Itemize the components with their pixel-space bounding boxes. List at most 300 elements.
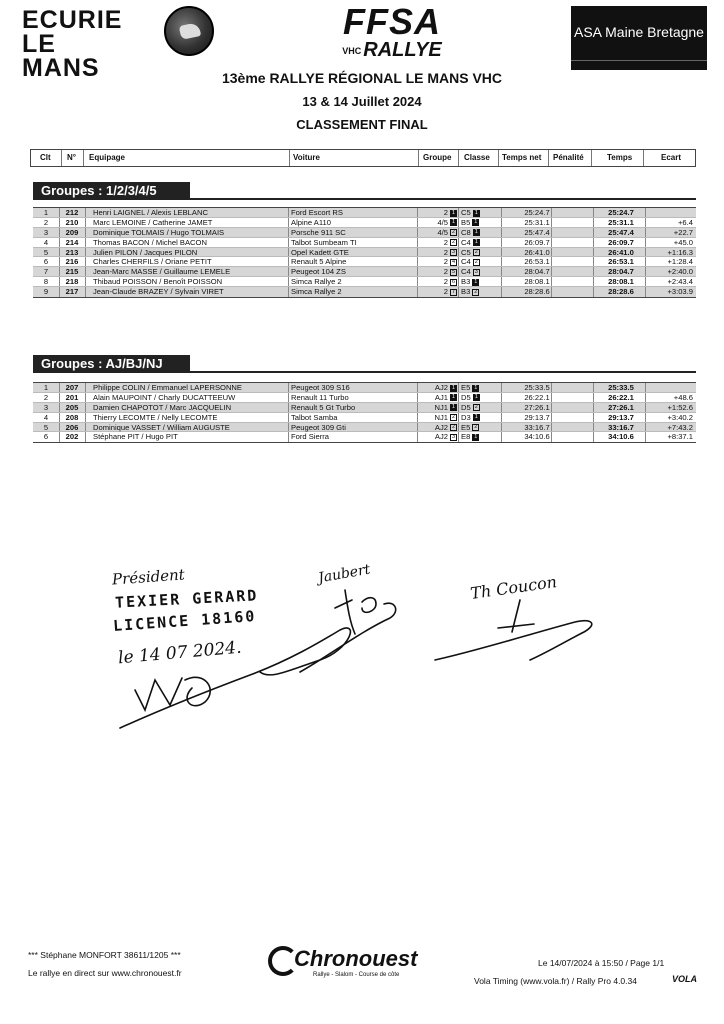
- table-row: [33, 413, 696, 423]
- table-row: [33, 267, 696, 277]
- cell-rank: 5: [43, 247, 49, 257]
- cell-crew: Stéphane PIT / Hugo PIT: [93, 432, 178, 442]
- column-divider: [417, 248, 418, 257]
- cell-number: 214: [65, 237, 79, 247]
- column-divider: [458, 287, 459, 297]
- table-row: [33, 403, 696, 413]
- cell-class: [461, 423, 501, 433]
- column-divider: [417, 277, 418, 286]
- cell-net-time: 28:28.6: [524, 287, 550, 297]
- signature-2-text: Jaubert: [317, 561, 372, 587]
- signature-date: le 14 07 2024.: [117, 637, 243, 669]
- cell-gap: +3:03.9: [667, 287, 693, 297]
- cell-group: [417, 208, 457, 218]
- col-penalite: Pénalité: [553, 153, 584, 162]
- column-divider: [551, 277, 552, 286]
- column-divider: [551, 432, 552, 442]
- column-divider: [288, 218, 289, 227]
- cell-car: Renault 5 Gt Turbo: [291, 402, 356, 412]
- table-row: [33, 248, 696, 258]
- cell-class: [461, 228, 501, 238]
- group-value: 2: [443, 267, 448, 277]
- cell-group: [417, 287, 457, 297]
- column-divider: [501, 383, 502, 392]
- ffsa-logo: [312, 1, 472, 61]
- group-value: AJ2: [434, 422, 448, 432]
- column-divider: [593, 423, 594, 432]
- column-divider: [85, 277, 86, 286]
- cell-car: Peugeot 309 S16: [291, 383, 350, 392]
- column-divider: [59, 248, 60, 257]
- column-divider: [417, 287, 418, 297]
- cell-net-time: 29:13.7: [524, 412, 550, 422]
- cell-group: [417, 432, 457, 442]
- cell-net-time: 25:31.1: [524, 217, 550, 227]
- column-divider: [593, 287, 594, 297]
- col-sep: [498, 150, 499, 166]
- stamp-licence: LICENCE 18160: [112, 607, 257, 635]
- column-divider: [551, 413, 552, 422]
- cell-crew: Thibaud POISSON / Benoît POISSON: [93, 277, 223, 287]
- cell-gap: +6.4: [678, 217, 693, 227]
- column-divider: [458, 403, 459, 412]
- column-divider: [593, 403, 594, 412]
- stamp-name: TEXIER GERARD: [114, 586, 259, 612]
- cell-crew: Dominique TOLMAIS / Hugo TOLMAIS: [93, 227, 225, 237]
- cell-gap: +3:40.2: [667, 412, 693, 422]
- cell-group: [417, 267, 457, 277]
- logo-line-2: LE MANS: [22, 30, 100, 82]
- cell-crew: Henri LAIGNEL / Alexis LEBLANC: [93, 208, 208, 217]
- column-divider: [288, 413, 289, 422]
- column-divider: [288, 257, 289, 266]
- cell-crew: Dominique VASSET / William AUGUSTE: [93, 422, 230, 432]
- class-value: E8: [461, 432, 471, 442]
- cell-car: Peugeot 104 ZS: [291, 267, 346, 277]
- col-sep: [458, 150, 459, 166]
- column-divider: [85, 393, 86, 402]
- chronouest-logo: [268, 940, 448, 984]
- column-divider: [593, 432, 594, 442]
- col-temps-net: Temps net: [502, 153, 542, 162]
- column-divider: [458, 267, 459, 276]
- live-url-text: Le rallye en direct sur www.chronouest.fr: [28, 968, 182, 978]
- class-value: E5: [461, 422, 471, 432]
- cell-rank: 3: [43, 227, 49, 237]
- column-divider: [59, 238, 60, 247]
- column-divider: [59, 383, 60, 392]
- cell-number: 217: [65, 287, 79, 297]
- column-divider: [551, 403, 552, 412]
- asa-logo: [571, 6, 707, 70]
- column-divider: [458, 208, 459, 217]
- cell-crew: Marc LEMOINE / Catherine JAMET: [93, 217, 213, 227]
- cell-class: [461, 403, 501, 413]
- column-header: [30, 149, 696, 167]
- group-rank-badge: 2: [451, 229, 456, 236]
- event-dates: 13 & 14 Juillet 2024: [302, 94, 422, 109]
- column-divider: [417, 413, 418, 422]
- cell-net-time: 25:24.7: [524, 208, 550, 217]
- cell-net-time: 28:04.7: [524, 267, 550, 277]
- column-divider: [59, 393, 60, 402]
- col-ecart: Ecart: [661, 153, 682, 162]
- cell-group: [417, 228, 457, 238]
- cell-rank: 5: [43, 422, 49, 432]
- col-no: N°: [67, 153, 76, 162]
- cell-net-time: 33:16.7: [524, 422, 550, 432]
- class-rank-badge: 2: [474, 424, 478, 431]
- column-divider: [501, 393, 502, 402]
- cell-group: [417, 393, 457, 403]
- col-sep: [83, 150, 84, 166]
- cell-car: Renault 11 Turbo: [291, 392, 349, 402]
- cell-class: [461, 393, 501, 403]
- column-divider: [417, 267, 418, 276]
- class-value: D3: [461, 412, 471, 422]
- group-rank-badge: 1: [451, 209, 456, 216]
- cell-group: [417, 277, 457, 287]
- group-value: 2: [443, 277, 448, 287]
- column-divider: [551, 208, 552, 217]
- cell-class: [461, 218, 501, 228]
- group-value: 2: [443, 247, 448, 257]
- column-divider: [551, 257, 552, 266]
- column-divider: [85, 208, 86, 217]
- cell-number: 201: [65, 392, 79, 402]
- group-value: AJ2: [434, 383, 448, 392]
- cell-gap: +45.0: [673, 237, 693, 247]
- printed-date: Le 14/07/2024 à 15:50 / Page 1/1: [538, 958, 665, 968]
- cell-gap: +48.6: [673, 392, 693, 402]
- cell-time: 26:22.1: [608, 392, 634, 402]
- chronouest-tagline: Rallye - Slalom - Course de côte: [313, 972, 400, 978]
- group-rank-badge: 2: [451, 424, 456, 431]
- column-divider: [551, 218, 552, 227]
- column-divider: [85, 257, 86, 266]
- column-divider: [501, 257, 502, 266]
- cell-time: 27:26.1: [608, 402, 634, 412]
- cell-gap: +22.7: [673, 227, 693, 237]
- column-divider: [501, 228, 502, 237]
- class-value: D5: [461, 402, 471, 412]
- column-divider: [288, 248, 289, 257]
- column-divider: [59, 228, 60, 237]
- table-row: [33, 218, 696, 228]
- cell-number: 210: [65, 217, 79, 227]
- cell-group: [417, 413, 457, 423]
- column-divider: [458, 423, 459, 432]
- column-divider: [645, 393, 646, 402]
- cell-rank: 3: [43, 402, 49, 412]
- column-divider: [501, 208, 502, 217]
- column-divider: [417, 238, 418, 247]
- column-divider: [645, 257, 646, 266]
- group-divider: [33, 371, 696, 373]
- cell-rank: 8: [43, 277, 49, 287]
- cell-group: [417, 403, 457, 413]
- ffsa-text: FFSA: [343, 1, 441, 42]
- column-divider: [417, 403, 418, 412]
- cell-car: Peugeot 309 Gti: [291, 422, 346, 432]
- group-rank-badge: 3: [451, 433, 456, 440]
- col-sep: [591, 150, 592, 166]
- column-divider: [593, 383, 594, 392]
- cell-group: [417, 218, 457, 228]
- cell-net-time: 27:26.1: [524, 402, 550, 412]
- col-groupe: Groupe: [423, 153, 452, 162]
- class-rank-badge: 1: [474, 414, 478, 421]
- column-divider: [501, 423, 502, 432]
- class-rank-badge: 1: [474, 433, 478, 440]
- cell-time: 26:53.1: [608, 257, 634, 267]
- column-divider: [59, 257, 60, 266]
- group-rank-badge: 1: [451, 394, 456, 401]
- column-divider: [551, 393, 552, 402]
- column-divider: [645, 228, 646, 237]
- cell-rank: 4: [43, 412, 49, 422]
- class-rank-badge: 3: [474, 268, 478, 275]
- cell-gap: +2:43.4: [667, 277, 693, 287]
- column-divider: [288, 423, 289, 432]
- column-divider: [288, 208, 289, 217]
- cell-class: [461, 277, 501, 287]
- column-divider: [551, 287, 552, 297]
- cell-time: 25:33.5: [608, 383, 634, 392]
- chronouest-name: Chronouest: [294, 946, 418, 971]
- column-divider: [645, 423, 646, 432]
- cell-crew: Damien CHAPOTOT / Marc JACQUELIN: [93, 402, 232, 412]
- class-rank-badge: 1: [474, 384, 478, 391]
- cell-class: [461, 208, 501, 218]
- group-rank-badge: 4: [451, 258, 456, 265]
- results-table-group-2: [33, 382, 696, 443]
- column-divider: [85, 267, 86, 276]
- table-row: [33, 423, 696, 433]
- column-divider: [551, 423, 552, 432]
- cell-car: Porsche 911 SC: [291, 227, 346, 237]
- cell-net-time: 28:08.1: [524, 277, 550, 287]
- cell-class: [461, 287, 501, 297]
- group-rank-badge: 3: [451, 249, 456, 256]
- class-rank-badge: 2: [474, 404, 478, 411]
- column-divider: [458, 413, 459, 422]
- cell-time: 28:04.7: [608, 267, 634, 277]
- column-divider: [551, 248, 552, 257]
- column-divider: [85, 383, 86, 392]
- group-title: Groupes : 1/2/3/4/5: [33, 182, 190, 199]
- cell-crew: Jean-Marc MASSE / Guillaume LEMELE: [93, 267, 231, 277]
- column-divider: [593, 413, 594, 422]
- cell-time: 34:10.6: [608, 432, 634, 442]
- column-divider: [85, 432, 86, 442]
- column-divider: [645, 248, 646, 257]
- logo-line-1: ECURIE: [22, 6, 123, 34]
- cell-group: [417, 238, 457, 248]
- table-row: [33, 228, 696, 238]
- group-value: 2: [443, 237, 448, 247]
- asa-underline: [571, 60, 707, 61]
- class-rank-badge: 2: [474, 258, 478, 265]
- column-divider: [417, 218, 418, 227]
- asa-text: ASA Maine Bretagne: [574, 24, 704, 40]
- class-value: C8: [461, 227, 471, 237]
- group-title: Groupes : AJ/BJ/NJ: [33, 355, 190, 372]
- cell-crew: Charles CHERFILS / Oriane PETIT: [93, 257, 212, 267]
- column-divider: [288, 238, 289, 247]
- cell-time: 28:28.6: [608, 287, 634, 297]
- table-row: [33, 393, 696, 403]
- class-value: C4: [461, 257, 471, 267]
- cell-number: 208: [65, 412, 79, 422]
- class-rank-badge: 1: [474, 239, 478, 246]
- column-divider: [501, 248, 502, 257]
- cell-net-time: 34:10.6: [524, 432, 550, 442]
- cell-gap: +1:28.4: [667, 257, 693, 267]
- group-rank-badge: 2: [451, 414, 456, 421]
- column-divider: [288, 393, 289, 402]
- cell-car: Ford Escort RS: [291, 208, 343, 217]
- col-temps: Temps: [607, 153, 633, 162]
- column-divider: [288, 267, 289, 276]
- column-divider: [288, 277, 289, 286]
- column-divider: [417, 228, 418, 237]
- col-sep: [643, 150, 644, 166]
- cell-number: 207: [65, 383, 79, 392]
- class-rank-badge: 1: [474, 219, 478, 226]
- column-divider: [288, 432, 289, 442]
- class-value: C4: [461, 267, 471, 277]
- group-value: 2: [443, 208, 448, 217]
- cell-net-time: 26:41.0: [524, 247, 550, 257]
- group-value: AJ2: [434, 432, 448, 442]
- class-rank-badge: 1: [474, 278, 478, 285]
- column-divider: [593, 257, 594, 266]
- column-divider: [593, 228, 594, 237]
- column-divider: [417, 208, 418, 217]
- group-rank-badge: 2: [451, 239, 456, 246]
- vola-logo: VOLA: [672, 974, 698, 984]
- cell-time: 28:08.1: [608, 277, 634, 287]
- cell-number: 206: [65, 422, 79, 432]
- group-value: 4/5: [437, 217, 448, 227]
- column-divider: [645, 432, 646, 442]
- col-sep: [548, 150, 549, 166]
- column-divider: [417, 257, 418, 266]
- table-row: [33, 432, 696, 442]
- column-divider: [645, 383, 646, 392]
- column-divider: [59, 423, 60, 432]
- table-row: [33, 383, 696, 393]
- cell-car: Renault 5 Alpine: [291, 257, 347, 267]
- column-divider: [551, 383, 552, 392]
- cell-gap: +2:40.0: [667, 267, 693, 277]
- column-divider: [645, 413, 646, 422]
- column-divider: [59, 403, 60, 412]
- column-divider: [458, 432, 459, 442]
- column-divider: [458, 238, 459, 247]
- column-divider: [593, 267, 594, 276]
- cell-number: 209: [65, 227, 79, 237]
- column-divider: [85, 238, 86, 247]
- column-divider: [645, 287, 646, 297]
- cell-gap: +1:52.6: [667, 402, 693, 412]
- cell-number: 205: [65, 402, 79, 412]
- column-divider: [593, 277, 594, 286]
- cell-time: 26:41.0: [608, 247, 634, 257]
- column-divider: [501, 432, 502, 442]
- class-rank-badge: 2: [474, 249, 478, 256]
- cell-time: 29:13.7: [608, 412, 634, 422]
- class-value: B3: [461, 287, 471, 297]
- col-equipage: Equipage: [89, 153, 126, 162]
- column-divider: [458, 277, 459, 286]
- document-subtitle: CLASSEMENT FINAL: [296, 117, 428, 132]
- cell-group: [417, 248, 457, 258]
- class-value: B3: [461, 277, 471, 287]
- column-divider: [85, 413, 86, 422]
- column-divider: [417, 393, 418, 402]
- column-divider: [59, 267, 60, 276]
- cell-number: 216: [65, 257, 79, 267]
- column-divider: [501, 413, 502, 422]
- column-divider: [85, 248, 86, 257]
- cell-class: [461, 248, 501, 258]
- cell-car: Alpine A110: [291, 217, 331, 227]
- column-divider: [85, 287, 86, 297]
- column-divider: [593, 248, 594, 257]
- column-divider: [593, 218, 594, 227]
- cell-car: Ford Sierra: [291, 432, 329, 442]
- cell-class: [461, 238, 501, 248]
- cell-group: [417, 257, 457, 267]
- group-rank-badge: 1: [451, 404, 456, 411]
- cell-rank: 7: [43, 267, 49, 277]
- cell-car: Talbot Samba: [291, 412, 338, 422]
- cell-number: 213: [65, 247, 79, 257]
- cell-net-time: 25:33.5: [524, 383, 550, 392]
- column-divider: [85, 403, 86, 412]
- class-rank-badge: 1: [474, 209, 478, 216]
- cell-crew: Alain MAUPOINT / Charly DUCATTEEUW: [93, 392, 236, 402]
- cell-rank: 6: [43, 432, 49, 442]
- cell-rank: 1: [43, 383, 49, 392]
- class-value: E5: [461, 383, 471, 392]
- vhc-rallye-text: VHC RALLYE: [342, 39, 442, 61]
- cell-rank: 2: [43, 392, 49, 402]
- group-rank-badge: 7: [451, 288, 456, 295]
- cell-time: 25:47.4: [608, 227, 634, 237]
- cell-rank: 4: [43, 237, 49, 247]
- cell-crew: Julien PILON / Jacques PILON: [93, 247, 198, 257]
- cell-rank: 1: [43, 208, 49, 217]
- column-divider: [501, 267, 502, 276]
- table-row: [33, 257, 696, 267]
- group-rank-badge: 1: [451, 384, 456, 391]
- group-rank-badge: 6: [451, 278, 456, 285]
- column-divider: [417, 383, 418, 392]
- club-emblem-icon: [164, 6, 214, 56]
- column-divider: [645, 403, 646, 412]
- cell-time: 26:09.7: [608, 237, 634, 247]
- cell-net-time: 25:47.4: [524, 227, 550, 237]
- group-rank-badge: 1: [451, 219, 456, 226]
- cell-gap: +7:43.2: [667, 422, 693, 432]
- column-divider: [59, 413, 60, 422]
- col-classe: Classe: [464, 153, 490, 162]
- col-voiture: Voiture: [293, 153, 320, 162]
- cell-rank: 2: [43, 217, 49, 227]
